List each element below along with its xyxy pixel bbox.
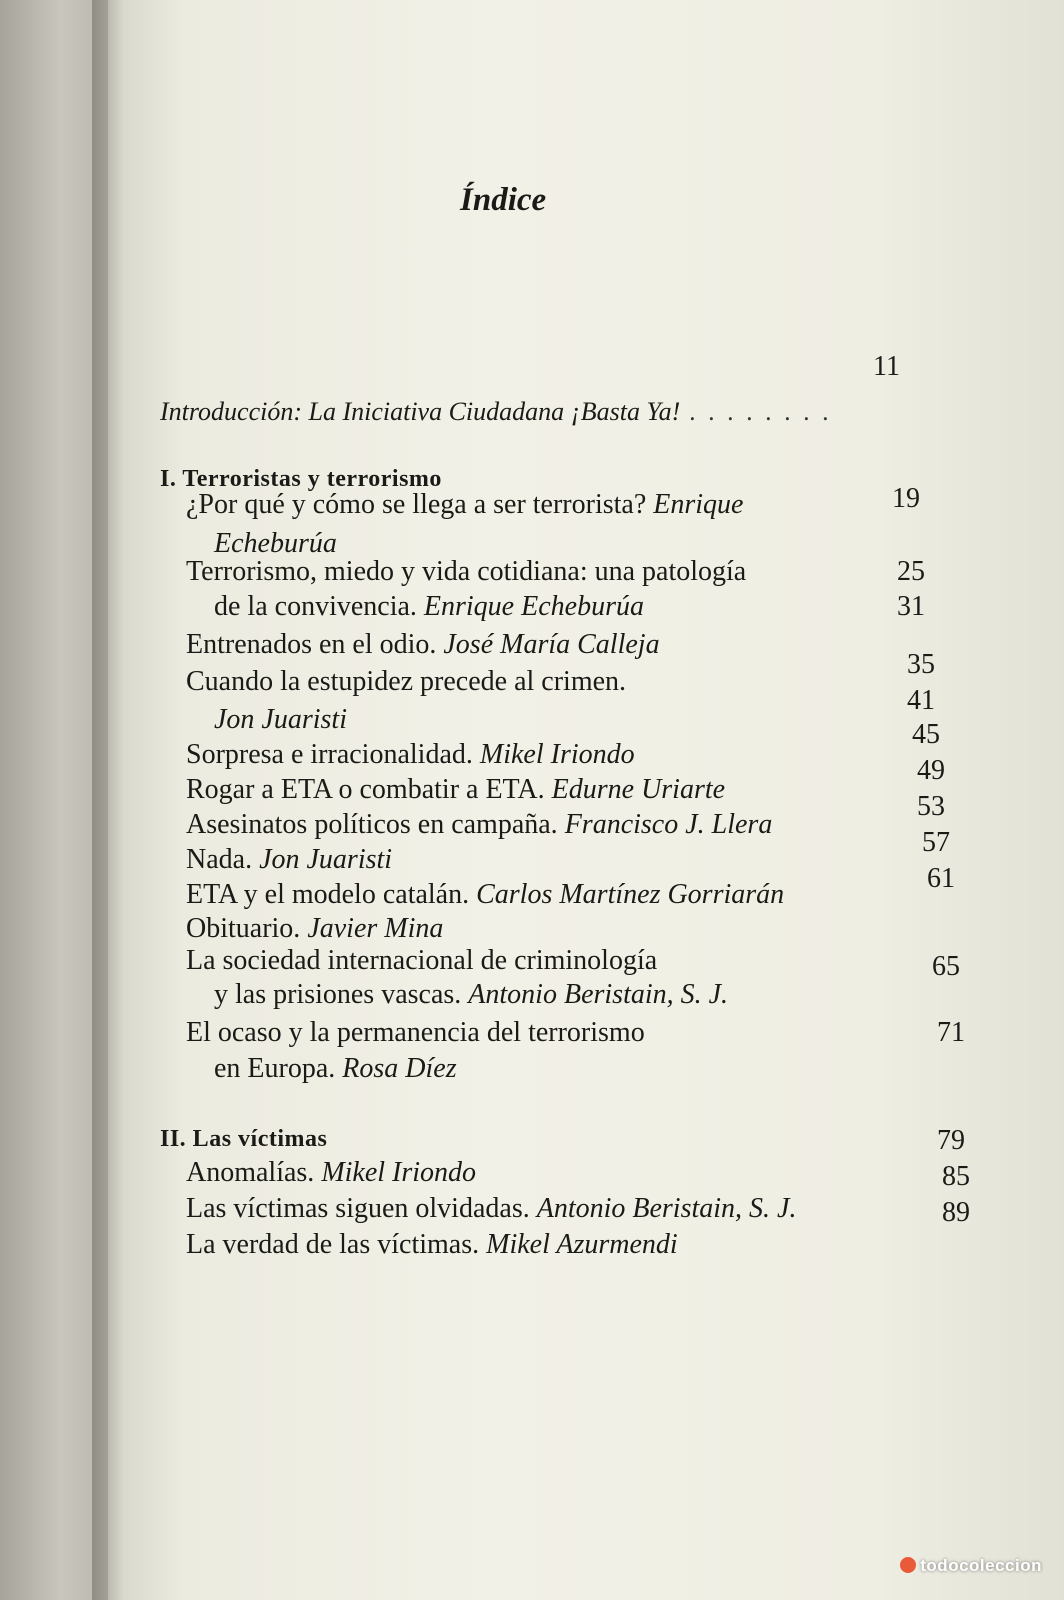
entry-author: Javier Mina: [307, 913, 444, 944]
entry-title: Nada.: [186, 844, 253, 875]
entry-title: Entrenados en el odio.: [186, 629, 437, 660]
entry-title: El ocaso y la permanencia del terrorismo: [186, 1017, 645, 1048]
toc-entry-cont: [214, 590, 1014, 624]
entry-title: Introducción: La Iniciativa Ciudadana ¡Basta Ya!: [160, 397, 681, 426]
entry-title: Las víctimas siguen olvidadas.: [186, 1193, 530, 1224]
toc-entry: [186, 878, 986, 912]
entry-author: Enrique Echeburúa: [423, 591, 644, 622]
leader-dots: . . . . . . . .: [680, 397, 833, 426]
toc-entry: [186, 628, 986, 662]
entry-author: Mikel Iriondo: [479, 739, 635, 770]
entry-author: Carlos Martínez Gorriarán: [476, 879, 785, 910]
entry-title: Cuando la estupidez precede al crimen.: [186, 666, 627, 697]
entry-title: en Europa.: [214, 1053, 336, 1084]
page-number: 79: [937, 1125, 965, 1156]
toc-entry: [186, 808, 986, 842]
logo-icon: [900, 1557, 916, 1573]
book-spine-shadow: [92, 0, 132, 1600]
toc-entry: [186, 1016, 986, 1050]
toc-entry-intro: [160, 395, 960, 429]
entry-title: Terrorismo, miedo y vida cotidiana: una patología: [186, 556, 747, 587]
page-number: 11: [873, 351, 900, 382]
toc-entry-cont: [214, 1052, 1014, 1086]
entry-title: y las prisiones vascas.: [214, 979, 462, 1010]
section-heading: I. Terroristas y terrorismo: [160, 466, 442, 492]
toc-entry: [186, 665, 986, 699]
page-number: 85: [942, 1161, 970, 1192]
entry-title: de la convivencia.: [214, 591, 417, 622]
toc-entry: [186, 555, 986, 589]
entry-title: Anomalías.: [186, 1157, 315, 1188]
toc-entry: [186, 843, 986, 877]
page-number: 41: [907, 685, 935, 716]
entry-author: Francisco J. Llera: [564, 809, 773, 840]
page-number: 61: [927, 863, 955, 894]
page-number: 71: [937, 1017, 965, 1048]
entry-title: La sociedad internacional de criminología: [186, 945, 658, 976]
toc-entry: [186, 912, 986, 946]
page-number: 65: [932, 951, 960, 982]
entry-author: Enrique: [653, 489, 744, 520]
page-number: 19: [892, 483, 920, 514]
toc-entry: [186, 1228, 986, 1262]
section-heading: II. Las víctimas: [160, 1126, 328, 1152]
toc-entry: [186, 1192, 986, 1226]
watermark-text: todocoleccion: [920, 1556, 1042, 1575]
watermark: [900, 1556, 1042, 1576]
toc-entry: [186, 773, 986, 807]
toc-entry: [186, 738, 986, 772]
toc-entry: [186, 1156, 986, 1190]
entry-author: José María Calleja: [443, 629, 660, 660]
page-number: 45: [912, 719, 940, 750]
page-number: 49: [917, 755, 945, 786]
entry-author: Mikel Iriondo: [321, 1157, 477, 1188]
entry-author: Mikel Azurmendi: [486, 1229, 678, 1260]
page-number: 35: [907, 649, 935, 680]
toc-entry: [186, 944, 986, 978]
page-number: 25: [897, 556, 925, 587]
entry-title: La verdad de las víctimas.: [186, 1229, 480, 1260]
page-number: 57: [922, 827, 950, 858]
entry-title: Sorpresa e irracionalidad.: [186, 739, 473, 770]
entry-title: Asesinatos políticos en campaña.: [186, 809, 558, 840]
page-number: 89: [942, 1197, 970, 1228]
entry-author: Echeburúa: [214, 528, 337, 559]
entry-title: Obituario.: [186, 913, 301, 944]
entry-author: Jon Juaristi: [214, 704, 347, 735]
page-number: 53: [917, 791, 945, 822]
table-of-contents: [160, 0, 980, 1600]
entry-author: Jon Juaristi: [259, 844, 393, 875]
entry-author: Rosa Díez: [342, 1053, 457, 1084]
page-title: Índice: [460, 182, 547, 218]
entry-author: Antonio Beristain, S. J.: [468, 979, 729, 1010]
entry-title: ETA y el modelo catalán.: [186, 879, 470, 910]
toc-entry-cont: [214, 703, 1014, 737]
toc-entry: [186, 488, 986, 522]
entry-title: Rogar a ETA o combatir a ETA.: [186, 774, 545, 805]
entry-author: Antonio Beristain, S. J.: [536, 1193, 797, 1224]
entry-author: Edurne Uriarte: [551, 774, 726, 805]
page-number: 31: [897, 591, 925, 622]
toc-entry-cont: [214, 978, 1014, 1012]
entry-title: ¿Por qué y cómo se llega a ser terrorista?: [186, 489, 647, 520]
